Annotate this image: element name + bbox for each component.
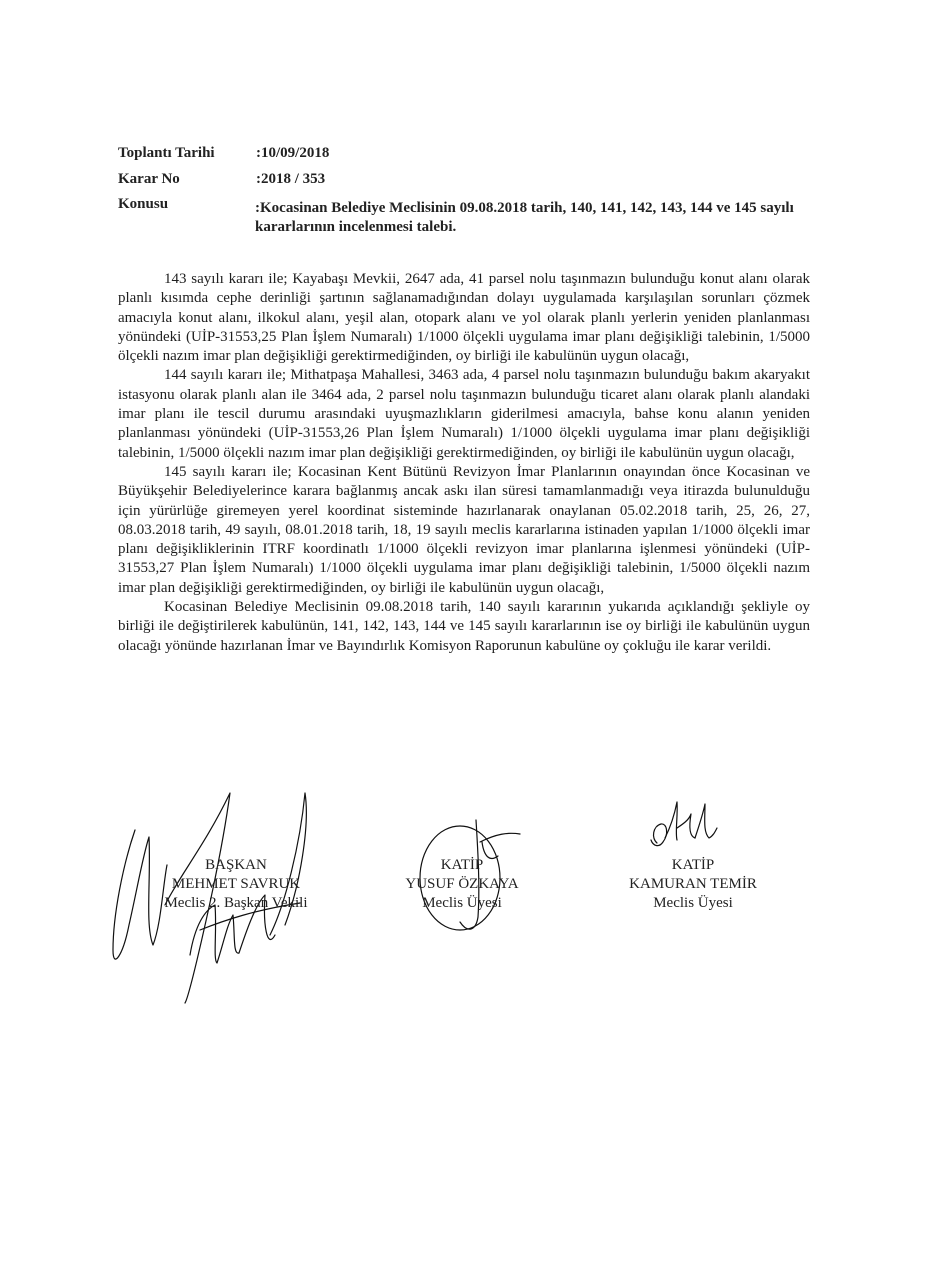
decision-no-row xyxy=(118,169,325,189)
signature-block-clerk-1 xyxy=(382,856,542,913)
clerk2-signature-icon xyxy=(645,798,720,856)
meeting-date-row xyxy=(118,143,329,163)
signatory-title: BAŞKAN xyxy=(205,857,267,873)
paragraph-143: 143 sayılı kararı ile; Kayabaşı Mevkii, 2647 ada, 41 parsel nolu taşınmazın bulunduğu konut alanı olarak planlı kısımda cephe derinliği şartının sağlanamadığından dolayı uygulamada karşılaşılan sorunları çözmek amacıyla konut alanı, ilkokul alanı, yeşil alan, otopark alanı ve yol olarak planlı yerlerin yeniden planlanması yönündeki (UİP-31553,25 Plan İşlem Numaralı) 1/1000 ölçekli uygulama imar planı değişikliği talebinin, 1/5000 ölçekli nazım imar plan değişikliği gerektirmediğinden, oy birliği ile kabulünün uygun olacağı, xyxy=(118,271,810,365)
paragraph-144: 144 sayılı kararı ile; Mithatpaşa Mahallesi, 3463 ada, 4 parsel nolu taşınmazın bulunduğu bakım akaryakıt istasyonu olarak planlı alan ile 3464 ada, 2 parsel nolu taşınmazın bulunduğu ticaret alanı olarak planlı alandaki imar planı ile tescil durumu arasındaki uyuşmazlıkların giderilmesi amacıyla, bahse konu alanın yeniden planlanması yönündeki (UİP-31553,26 Plan İşlem Numaralı) 1/1000 ölçekli uygulama imar planı değişikliği talebinin, 1/5000 ölçekli nazım imar plan değişikliği gerektirmediğinden, oy birliği ile kabulünün uygun olacağı, xyxy=(118,367,810,461)
paragraph-145: 145 sayılı kararı ile; Kocasinan Kent Bütünü Revizyon İmar Planlarının onayından önce Kocasinan ve Büyükşehir Belediyelerince karara bağlanmış ancak askı ilan süresi tamamlanmadığı veya itirazda bulunulduğu için yürürlüğe giremeyen yerel koordinat sisteminde hazırlanarak onaylanan 05.02.2018 tarih, 25, 26, 27, 08.03.2018 tarih, 49 sayılı, 08.01.2018 tarih, 18, 19 sayılı meclis kararlarına istinaden yapılan 1/1000 ölçekli imar planı değişikliklerinin ITRF koordinatlı 1/1000 ölçekli revizyon imar planlarına işlenmesi yönündeki (UİP-31553,27 Plan İşlem Numaralı) 1/1000 ölçekli uygulama imar planı değişikliği talebinin, 1/5000 ölçekli nazım imar plan değişikliği gerektirmediğinden, oy birliği ile kabulünün uygun olacağı, xyxy=(118,463,810,596)
signatory-name: KAMURAN TEMİR xyxy=(629,876,757,892)
meeting-date-value: :10/09/2018 xyxy=(256,145,330,161)
subject-row xyxy=(118,194,256,214)
signatory-name: YUSUF ÖZKAYA xyxy=(405,876,519,892)
signatory-title: KATİP xyxy=(440,857,484,873)
subject-label: Konusu xyxy=(118,196,169,212)
signatory-role: Meclis 2. Başkan Vekili xyxy=(164,895,308,911)
signatory-role: Meclis Üyesi xyxy=(422,895,502,911)
signatory-name: MEHMET SAVRUK xyxy=(171,876,301,892)
decision-no-value: :2018 / 353 xyxy=(256,171,326,187)
signature-block-president xyxy=(136,856,336,913)
signatory-title: KATİP xyxy=(671,857,715,873)
signatory-role: Meclis Üyesi xyxy=(653,895,733,911)
meeting-date-label: Toplantı Tarihi xyxy=(118,145,215,161)
paragraph-conclusion: Kocasinan Belediye Meclisinin 09.08.2018 tarih, 140 sayılı kararının yukarıda açıklandığı şekliyle oy birliği ile değiştirilerek kabulünün, 141, 142, 143, 144 ve 145 sayılı kararlarının ise oy birliği ile kabulünün uygun olacağı yönünde hazırlanan İmar ve Bayındırlık Komisyon Raporunun kabulüne oy çokluğu ile karar verildi. xyxy=(118,599,810,654)
signature-block-clerk-2 xyxy=(608,856,778,913)
subject-value: :Kocasinan Belediye Meclisinin 09.08.2018 tarih, 140, 141, 142, 143, 144 ve 145 sayılı kararlarının incelenmesi talebi. xyxy=(255,200,794,235)
decision-no-label: Karar No xyxy=(118,171,180,187)
decision-body xyxy=(118,270,810,656)
